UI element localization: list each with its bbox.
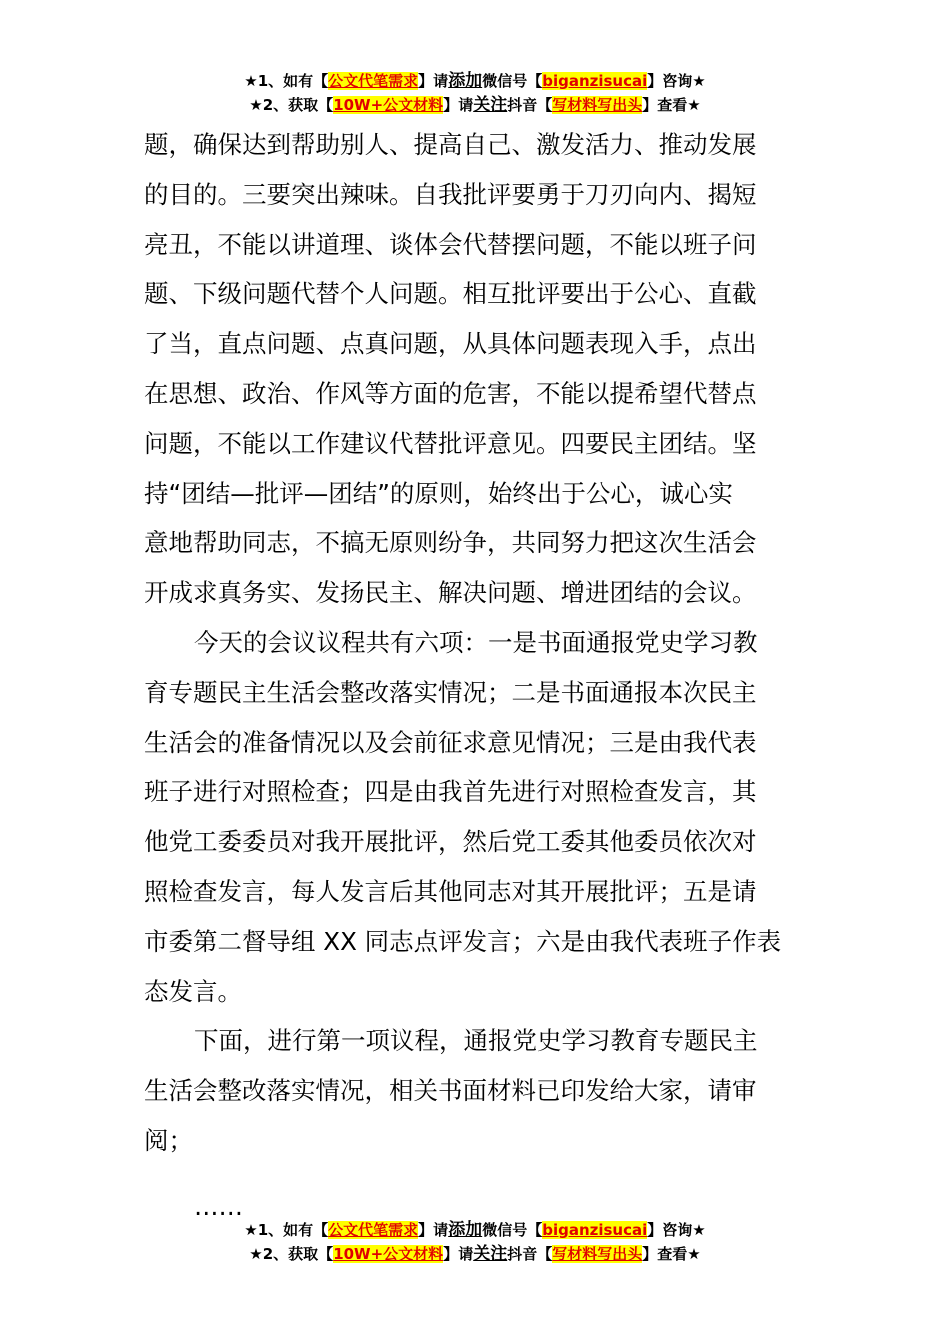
text-line: 在思想、政治、作风等方面的危害，不能以提希望代替点 bbox=[144, 378, 757, 408]
banner-text: 微信号【 bbox=[482, 1221, 543, 1239]
banner-text: ★2、获取【 bbox=[249, 96, 334, 114]
underlined-text: 添加 bbox=[448, 71, 483, 91]
highlight-wechat-id: biganzisucai bbox=[542, 1221, 648, 1239]
highlight-douyin: 写材料写出头 bbox=[552, 96, 643, 114]
banner-text: 】咨询★ bbox=[647, 1221, 706, 1239]
banner-text: 抖音【 bbox=[507, 96, 553, 114]
text-line: 市委第二督导组 XX 同志点评发言；六是由我代表班子作表 bbox=[144, 926, 782, 956]
banner-text: 】咨询★ bbox=[647, 72, 706, 90]
text-line: 意地帮助同志，不搞无原则纷争，共同努力把这次生活会 bbox=[144, 528, 757, 558]
highlight-douyin: 写材料写出头 bbox=[552, 1245, 643, 1263]
banner-line-2 bbox=[0, 93, 950, 117]
banner-text: ★2、获取【 bbox=[249, 1245, 334, 1263]
banner-text: ★1、如有【 bbox=[244, 1221, 329, 1239]
text-line: 生活会的准备情况以及会前征求意见情况；三是由我代表 bbox=[144, 727, 757, 757]
text-line: 持“团结—批评—团结”的原则，始终出于公心，诚心实 bbox=[144, 478, 733, 508]
underlined-text: 关注 bbox=[473, 95, 508, 115]
banner-line-2 bbox=[0, 1242, 950, 1266]
text-line: 今天的会议议程共有六项：一是书面通报党史学习教 bbox=[194, 627, 758, 657]
blank-line bbox=[144, 1166, 814, 1182]
banner-text: 微信号【 bbox=[482, 72, 543, 90]
text-line: 了当，直点问题、点真问题，从具体问题表现入手，点出 bbox=[144, 329, 757, 359]
underlined-text: 关注 bbox=[473, 1244, 508, 1264]
text-line: 他党工委委员对我开展批评，然后党工委其他委员依次对 bbox=[144, 827, 757, 857]
text-line: 题、下级问题代替个人问题。相互批评要出于公心、直截 bbox=[144, 279, 757, 309]
highlight-service: 公文代笔需求 bbox=[328, 1221, 419, 1239]
banner-text: ★1、如有【 bbox=[244, 72, 329, 90]
text-line: 问题，不能以工作建议代替批评意见。四要民主团结。坚 bbox=[144, 428, 757, 458]
banner-text: 】请 bbox=[443, 96, 474, 114]
text-line: 阅； bbox=[144, 1125, 193, 1155]
document-body bbox=[144, 120, 814, 1232]
text-line: 题，确保达到帮助别人、提高自己、激发活力、推动发展 bbox=[144, 130, 757, 159]
banner-text: 】查看★ bbox=[642, 1245, 701, 1263]
highlight-materials: 10W+公文材料 bbox=[333, 96, 444, 114]
text-line: 亮丑，不能以讲道理、谈体会代替摆问题，不能以班子问 bbox=[144, 229, 757, 259]
text-line: 下面，进行第一项议程，通报党史学习教育专题民主 bbox=[194, 1026, 758, 1056]
underlined-text: 添加 bbox=[448, 1220, 483, 1240]
banner-text: 】请 bbox=[443, 1245, 474, 1263]
text-line: 开成求真务实、发扬民主、解决问题、增进团结的会议。 bbox=[144, 578, 757, 608]
banner-text: 】查看★ bbox=[642, 96, 701, 114]
banner-text: 】请 bbox=[418, 72, 449, 90]
ellipsis-line: …… bbox=[194, 1191, 243, 1221]
banner-line-1 bbox=[0, 69, 950, 93]
banner-text: 】请 bbox=[418, 1221, 449, 1239]
text-line: 育专题民主生活会整改落实情况；二是书面通报本次民主 bbox=[144, 677, 757, 707]
text-line: 的目的。三要突出辣味。自我批评要勇于刀刃向内、揭短 bbox=[144, 179, 757, 209]
text-line: 态发言。 bbox=[144, 976, 242, 1006]
highlight-materials: 10W+公文材料 bbox=[333, 1245, 444, 1263]
banner-text: 抖音【 bbox=[507, 1245, 553, 1263]
text-line: 班子进行对照检查；四是由我首先进行对照检查发言，其 bbox=[144, 777, 757, 807]
text-line: 照检查发言，每人发言后其他同志对其开展批评；五是请 bbox=[144, 876, 757, 906]
footer-banner bbox=[0, 1218, 950, 1266]
text-line: 生活会整改落实情况，相关书面材料已印发给大家，请审 bbox=[144, 1076, 757, 1106]
banner-line-1 bbox=[0, 1218, 950, 1242]
highlight-service: 公文代笔需求 bbox=[328, 72, 419, 90]
header-banner bbox=[0, 69, 950, 117]
highlight-wechat-id: biganzisucai bbox=[542, 72, 648, 90]
